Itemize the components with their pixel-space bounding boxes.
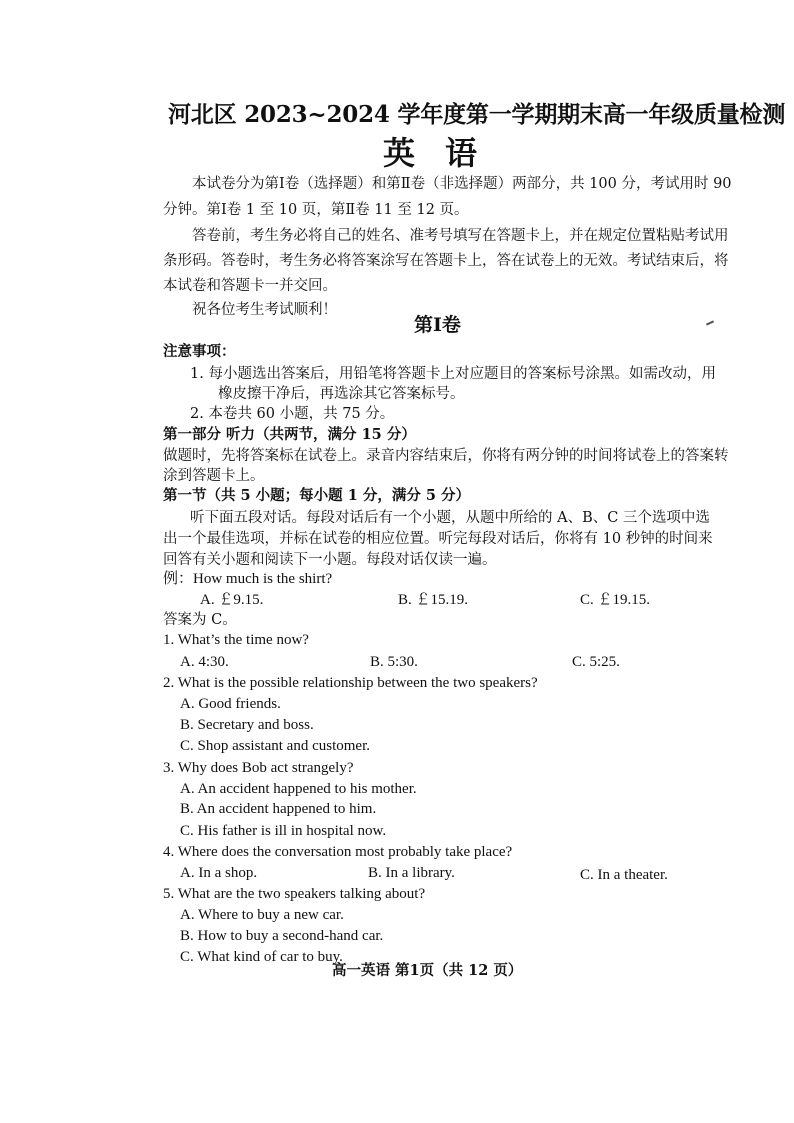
question-2: 2. What is the possible relationship between the two speakers? — [163, 675, 538, 691]
question-4: 4. Where does the conversation most probably take place? — [163, 844, 513, 860]
question-1-option-b: B. 5:30. — [370, 654, 418, 670]
example-answer: 答案为 C。 — [163, 612, 237, 628]
question-1-option-a: A. 4:30. — [180, 654, 229, 670]
question-4-option-a: A. In a shop. — [180, 865, 258, 881]
notes-heading: 注意事项： — [163, 343, 236, 360]
part1-heading: 第一部分 听力（共两节，满分 15 分） — [163, 426, 416, 443]
notes-item-2: 2. 本卷共 60 小题，共 75 分。 — [190, 406, 395, 422]
intro-line-4: 条形码。答卷时，考生务必将答案涂写在答题卡上，答在试卷上的无效。考试结束后，将 — [163, 253, 729, 269]
question-5-option-a: A. Where to buy a new car. — [180, 907, 344, 923]
example-option-c: C. ￡19.15. — [580, 592, 651, 608]
part1-sub-desc-line-3: 回答有关小题和阅读下一小题。每段对话仅读一遍。 — [163, 552, 497, 568]
question-5: 5. What are the two speakers talking about? — [163, 886, 426, 902]
question-5-option-b: B. How to buy a second-hand car. — [180, 928, 384, 944]
notes-item-1-line-1: 1. 每小题选出答案后，用铅笔将答题卡上对应题目的答案标号涂黑。如需改动，用 — [190, 366, 716, 382]
part1-sub-heading: 第一节（共 5 小题；每小题 1 分，满分 5 分） — [163, 487, 471, 504]
question-1: 1. What’s the time now? — [163, 632, 309, 648]
question-3: 3. Why does Bob act strangely? — [163, 760, 354, 776]
question-3-option-b: B. An accident happened to him. — [180, 801, 377, 817]
intro-line-2: 分钟。第Ⅰ卷 1 至 10 页，第Ⅱ卷 11 至 12 页。 — [163, 202, 469, 218]
page-footer: 高一英语 第1页（共 12 页） — [332, 962, 523, 979]
question-3-option-a: A. An accident happened to his mother. — [180, 781, 417, 797]
example-question: 例：How much is the shirt? — [163, 571, 333, 587]
part1-sub-desc-line-2: 出一个最佳选项，并标在试卷的相应位置。听完每段对话后，你将有 10 秒钟的时间来 — [163, 531, 713, 547]
part1-desc-line-1: 做题时，先将答案标在试卷上。录音内容结束后，你将有两分钟的时间将试卷上的答案转 — [163, 448, 729, 464]
page-title: 河北区 2023~2024 学年度第一学期期末高一年级质量检测 — [168, 101, 786, 128]
good-luck-line: 祝各位考生考试顺利！ — [192, 302, 337, 318]
part1-desc-line-2: 涂到答题卡上。 — [163, 468, 265, 484]
intro-line-3: 答卷前，考生务必将自己的姓名、准考号填写在答题卡上，并在规定位置粘贴考试用 — [192, 228, 729, 244]
subject-title: 英语 — [383, 134, 508, 172]
pen-mark — [706, 320, 714, 325]
question-2-option-b: B. Secretary and boss. — [180, 717, 314, 733]
part1-sub-desc-line-1: 听下面五段对话。每段对话后有一个小题，从题中所给的 A、B、C 三个选项中选 — [190, 510, 710, 526]
question-1-option-c: C. 5:25. — [572, 654, 620, 670]
question-4-option-c: C. In a theater. — [580, 867, 668, 883]
example-option-b: B. ￡15.19. — [398, 592, 469, 608]
question-4-option-b: B. In a library. — [368, 865, 455, 881]
example-option-a: A. ￡9.15. — [200, 592, 264, 608]
question-2-option-a: A. Good friends. — [180, 696, 281, 712]
question-2-option-c: C. Shop assistant and customer. — [180, 738, 370, 754]
notes-item-1-line-2: 橡皮擦干净后，再选涂其它答案标号。 — [218, 386, 465, 402]
intro-line-5: 本试卷和答题卡一并交回。 — [163, 278, 337, 294]
question-5-option-c: C. What kind of car to buy. — [180, 949, 343, 965]
section-title: 第Ⅰ卷 — [414, 314, 461, 336]
question-3-option-c: C. His father is ill in hospital now. — [180, 823, 387, 839]
intro-line-1: 本试卷分为第Ⅰ卷（选择题）和第Ⅱ卷（非选择题）两部分，共 100 分，考试用时 90 — [192, 176, 732, 192]
